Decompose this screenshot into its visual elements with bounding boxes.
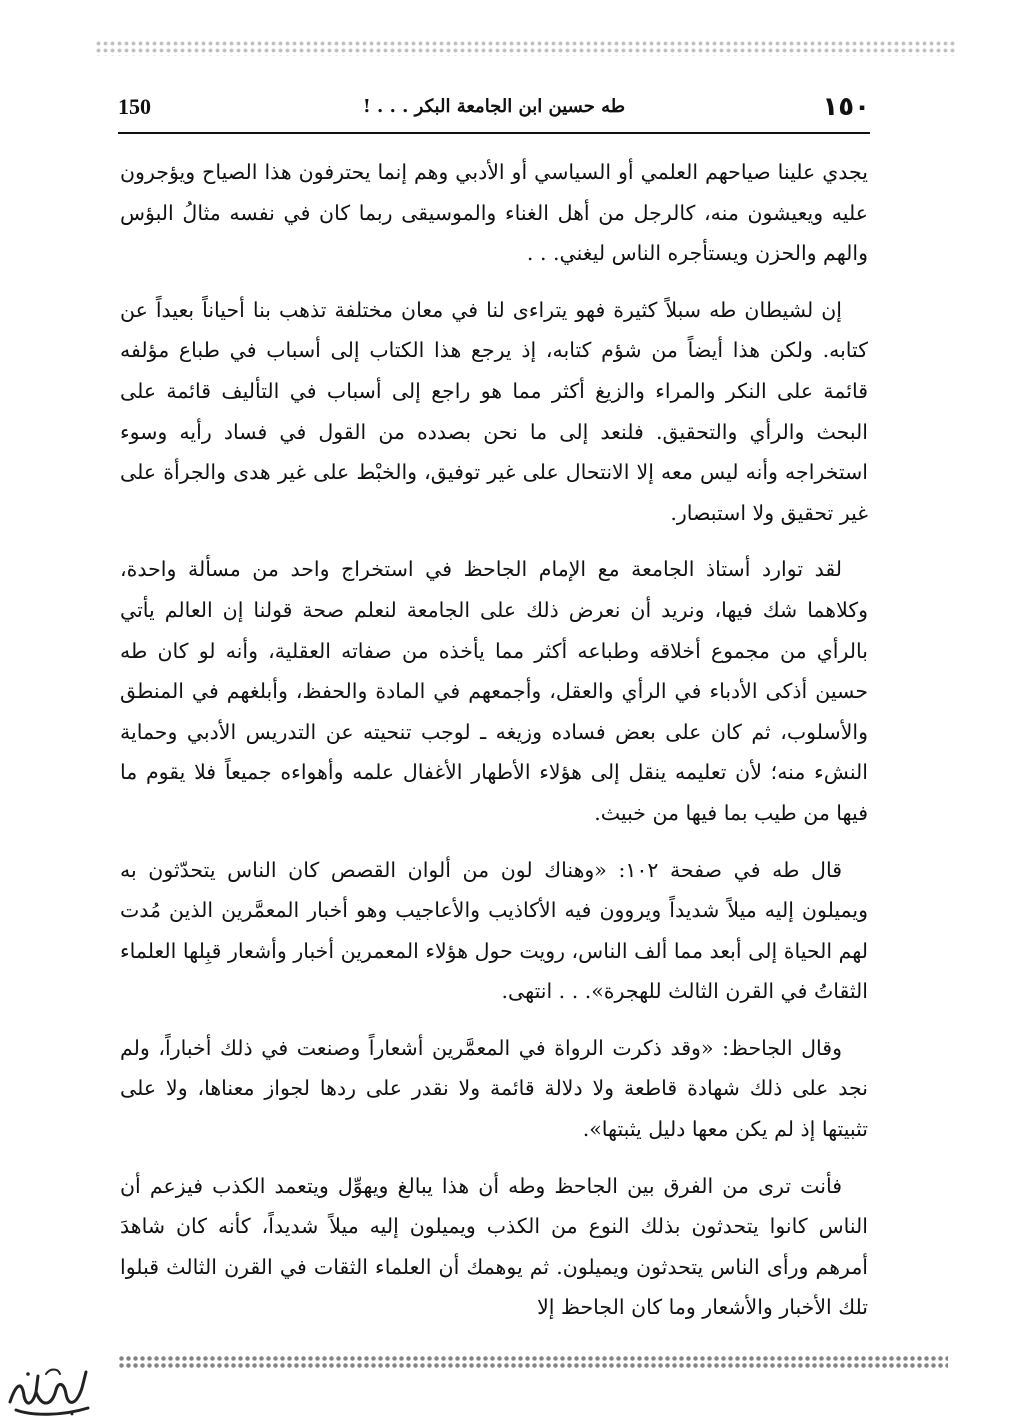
top-decorative-border xyxy=(95,40,955,56)
paragraph: قال طه في صفحة ١٠٢: «وهناك لون من ألوان القصص كان الناس يتحدّثون به ويميلون إليه ميلاً شديداً ويروون فيه الأكاذيب والأعاجيب وهو أخبار المعمَّرين الذين مُدت لهم الحياة إلى أبعد مما ألف الناس، رويت حول هؤلاء المعمرين أخبار وأشعار قبِلها العلماء الثقاتُ في القرن الثالث للهجرة». . . انتهى. xyxy=(120,857,868,1004)
page-number-arabic: ١٥٠ xyxy=(822,92,870,122)
watermark-logo xyxy=(2,1362,94,1422)
paragraph: فأنت ترى من الفرق بين الجاحظ وطه أن هذا يبالغ ويهوِّل ويتعمد الكذب فيزعم أن الناس كانوا يتحدثون بذلك النوع من الكذب ويميلون إليه ميلاً شديداً، كأنه كان شاهدَ أمرهم ورأى الناس يتحدثون ويميلون. ثم يوهمك أن العلماء الثقات في القرن الثالث قبلوا تلك الأخبار والأشعار وما كان الجاحظ إلا xyxy=(120,1173,868,1320)
running-title: طه حسين ابن الجامعة البكر . . . ! xyxy=(362,96,626,117)
paragraph: لقد توارد أستاذ الجامعة مع الإمام الجاحظ في استخراج واحد من مسألة واحدة، وكلاهما شك فيها، ونريد أن نعرض ذلك على الجامعة لنعلم صحة قولنا إن العالم يأتي بالرأي من مجموع أخلاقه وطباعه أكثر مما يأخذه من صفاته العقلية، وأنه لو كان طه حسين أذكى الأدباء في الرأي والعقل، وأجمعهم في المادة والحفظ، وأبلغهم في المنطق والأسلوب، ثم كان على بعض فساده وزيغه ـ لوجب تنحيته عن التدريس الأدبي وحماية النشء منه؛ لأن تعليمه ينقل إلى هؤلاء الأطهار الأغفال علمه وأهواءه جميعاً فلا يقوم ما فيها من طيب بما فيها من خبيث. xyxy=(120,557,868,825)
bottom-decorative-border xyxy=(118,1355,948,1369)
header-rule xyxy=(118,132,870,134)
page-number-latin: 150 xyxy=(118,94,151,119)
paragraph: إن لشيطان طه سبلاً كثيرة فهو يتراءى لنا في معان مختلفة تذهب بنا أحياناً بعيداً عن كتابه. ولكن هذا أيضاً من شؤم كتابه، إذ يرجع هذا الكتاب إلى أسباب في طباع مؤلفه قائمة على النكر والمراء والزيغ أكثر مما هو راجع إلى أسباب في التأليف قائمة على البحث والرأي والتحقيق. فلنعد إلى ما نحن بصدده من القول في فساد رأيه وسوء استخراجه وأنه ليس معه إلا الانتحال على غير توفيق، والخبْط على غير هدى والجرأة على غير تحقيق ولا استبصار. xyxy=(120,297,868,525)
paragraph: وقال الجاحظ: «وقد ذكرت الرواة في المعمَّرين أشعاراً وصنعت في ذلك أخباراً، ولم نجد على ذلك شهادة قاطعة ولا دلالة قائمة ولا نقدر على ردها لجواز معناها، ولا على تثبيتها إذ لم يكن معها دليل يثبتها». xyxy=(120,1035,868,1142)
paragraph: يجدي علينا صياحهم العلمي أو السياسي أو الأدبي وهم إنما يحترفون هذا الصياح ويؤجرون عليه ويعيشون منه، كالرجل من أهل الغناء والموسيقى ربما كان في نفسه مثالُ البؤس والهم والحزن ويستأجره الناس ليغني. . . xyxy=(120,160,868,266)
page-header xyxy=(118,92,870,128)
body-text xyxy=(120,152,868,1350)
